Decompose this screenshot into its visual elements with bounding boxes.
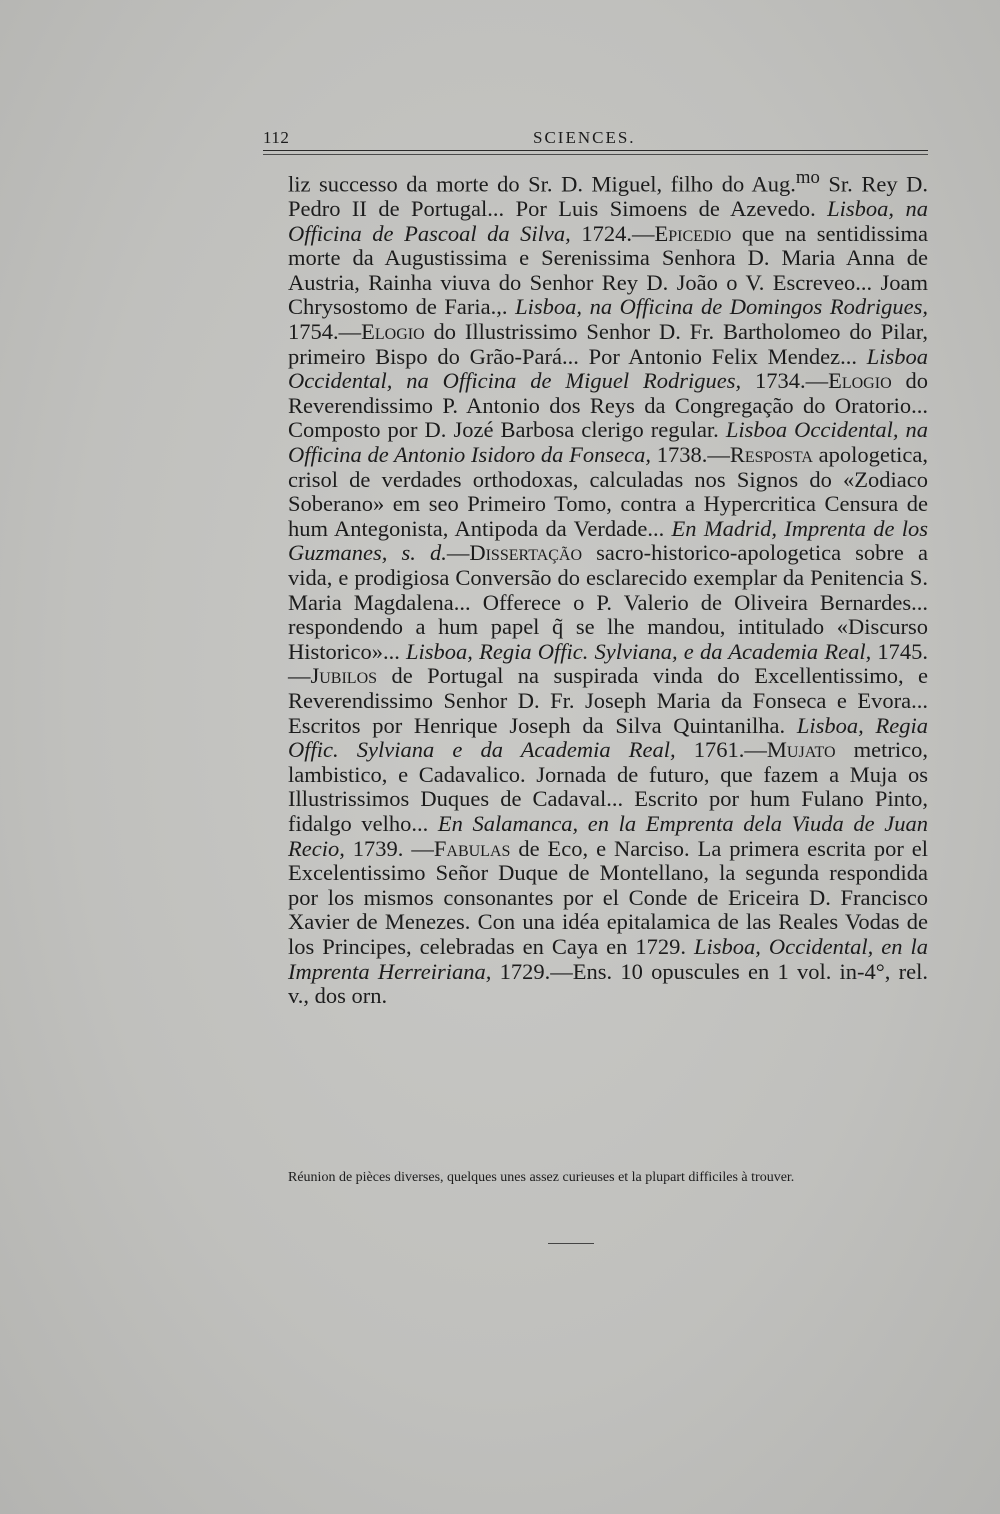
work-title: Epicedio (654, 220, 732, 246)
bibliographic-note: Réunion de pièces diverses, quelques unes assez curieuses et la plupart difficiles à trouver. (288, 1170, 795, 1185)
imprint: Lisboa, na Officina de Pascoal da Silva, (288, 196, 928, 246)
entry-text: 1724.— (570, 220, 655, 246)
work-title: Dissertação (469, 540, 583, 566)
work-title: Jubilos (310, 663, 378, 689)
entry-text: de Eco, e Narciso. La primera escrita por el Excelentissimo Señor Duque de Montellano, la segunda respondida por los mismos consonantes por el Conde de Ericeira D. Francisco Xavier de Menezes. Con una idéa epitalamica de las Reales Vodas de los Principes, celebradas en Caya en 1729. (288, 835, 929, 959)
entry-text: Sr. Rey D. Pedro II de Portugal... Por Luis Simoens de Azevedo. (288, 171, 928, 222)
header-rule (263, 150, 928, 151)
imprint: Lisboa, Occidental, en la Imprenta Herreiriana, (288, 933, 928, 984)
entry-text: do Reverendissimo P. Antonio dos Reys da Congregação do Oratorio... Composto por D. Jozé Barbosa clerigo regular. (288, 368, 929, 443)
work-title: Resposta (729, 442, 813, 468)
work-title: Mujato (766, 737, 836, 763)
work-title: Fabulas (433, 835, 511, 861)
imprint: Lisboa, Regia Offic. Sylviana, e da Academia Real, (406, 638, 872, 664)
entry-superscript: mo (795, 167, 820, 188)
imprint: Lisboa Occidental, na Officina de Miguel Rodrigues, (288, 343, 928, 394)
imprint: Lisboa, na Officina de Domingos Rodrigues, (515, 294, 929, 320)
work-title: Elogio (828, 368, 892, 394)
entry-text: de Portugal na suspirada vinda do Excellentissimo, e Reverendissimo Senhor D. Fr. Joseph Maria da Fonseca e Evora... Escritos por Henrique Joseph da Silva Quintanilha. (288, 663, 928, 738)
end-rule (548, 1243, 594, 1244)
header-rule-thin (263, 154, 928, 155)
imprint: Lisboa Occidental, na Officina de Antonio Isidoro da Fonseca, (288, 417, 929, 468)
entry-text: liz successo da morte do Sr. D. Miguel, filho do Aug. (288, 171, 796, 197)
work-title: Elogio (361, 319, 425, 345)
entry-text: — (446, 540, 470, 566)
page-number: 112 (263, 128, 290, 147)
entry-text: apologetica, crisol de verdades orthodoxas, calculadas nos Signos do «Zodiaco Soberano» em seo Primeiro Tomo, contra a Hypercritica Censura de hum Antegonista, Antipoda da Verdade... (288, 442, 928, 541)
entry-text: metrico, lambistico, e Cadavalico. Jornada de futuro, que fazem a Muja os Illustrissimos Duques de Cadaval... Escrito por hum Fulano Pinto, fidalgo velho... (288, 737, 929, 836)
catalogue-entry (288, 166, 928, 1009)
entry-text: 1754.— (288, 319, 362, 345)
entry-text: 1745.— (288, 638, 928, 689)
entry-text: 1729.—Ens. 10 opuscules en 1 vol. in-4°, rel. v., dos orn. (288, 958, 928, 1009)
entry-text: 1761.— (675, 737, 767, 763)
entry-text: sacro-historico-apologetica sobre a vida, e prodigiosa Conversão do esclarecido exemplar da Penitencia S. Maria Magdalena... Offerece o P. Valerio de Oliveira Bernardes... respondendo a hum papel q̃ se lhe mandou, intitulado «Discurso Historico»... (288, 540, 928, 664)
entry-text: 1738.— (651, 442, 730, 468)
running-head: SCIENCES. (533, 128, 636, 147)
entry-text: que na sentidissima morte da Augustissima e Serenissima Senhora D. Maria Anna de Austria, Rainha viuva do Senhor Rey D. João o V. Escreveo... Joam Chrysostomo de Faria.,. (288, 220, 928, 320)
imprint: Lisboa, Regia Offic. Sylviana e da Academia Real, (288, 712, 928, 763)
entry-text: 1734.— (741, 368, 829, 394)
imprint: En Madrid, Imprenta de los Guzmanes, s. d. (288, 515, 928, 566)
entry-text: 1739. — (344, 835, 434, 861)
entry-text: do Illustrissimo Senhor D. Fr. Bartholomeo do Pilar, primeiro Bispo do Grão-Pará... Por Antonio Felix Mendez... (288, 319, 928, 369)
imprint: En Salamanca, en la Emprenta dela Viuda de Juan Recio, (288, 810, 928, 861)
